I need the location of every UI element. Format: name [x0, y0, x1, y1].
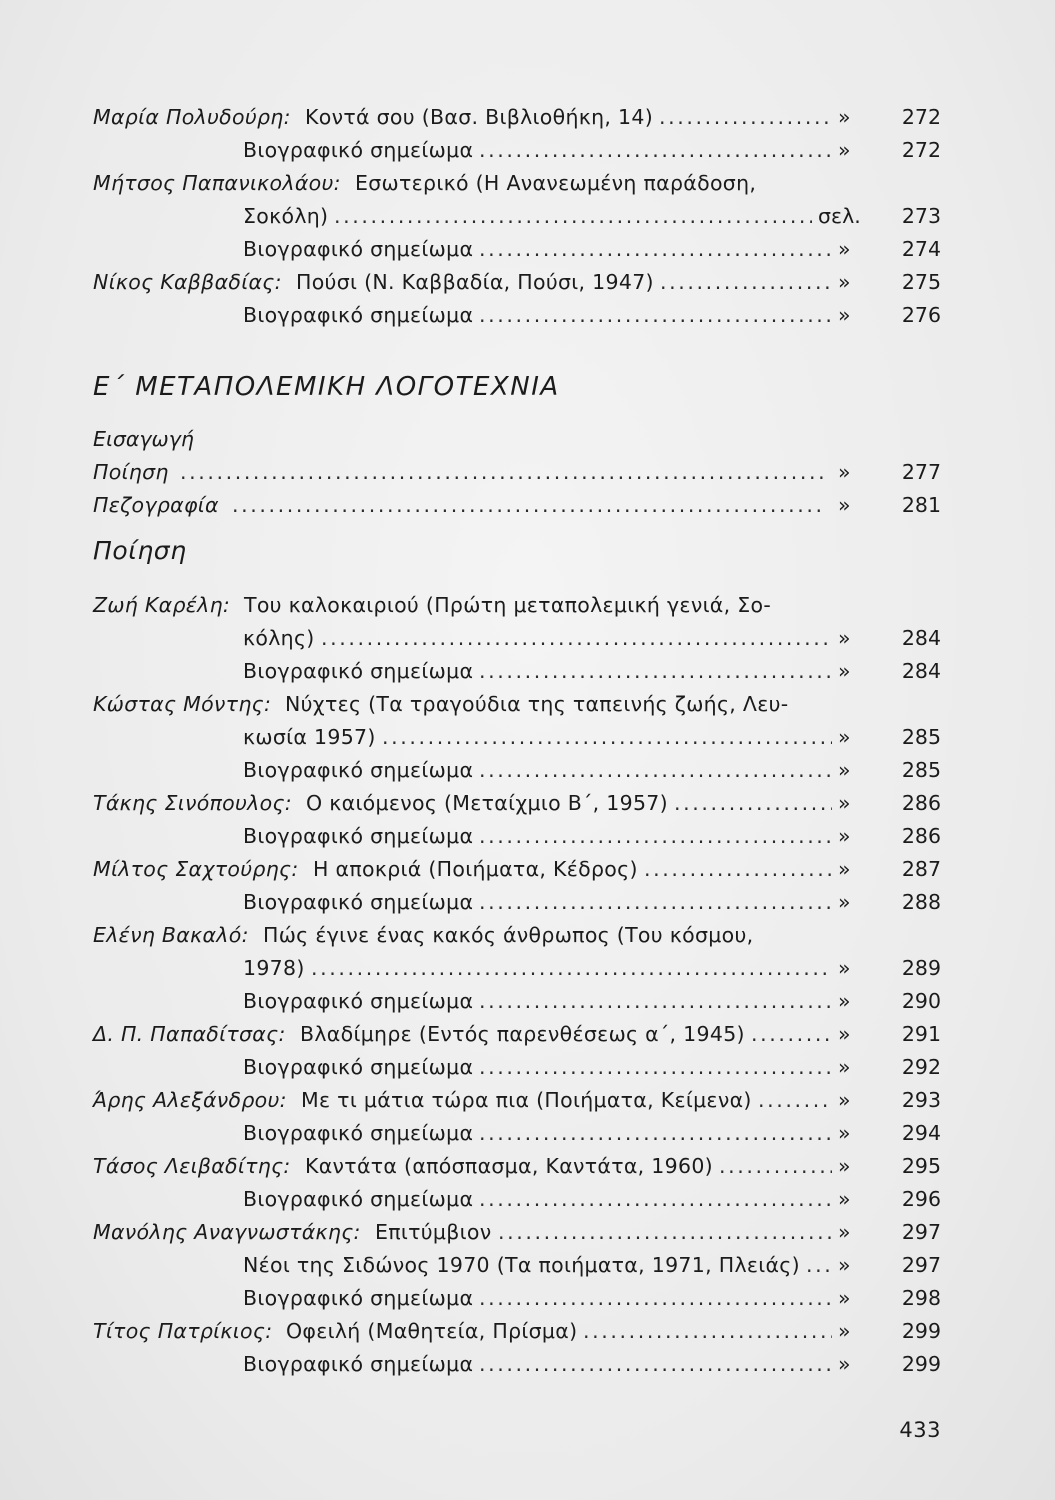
toc-author: Μίλτος Σαχτούρης:	[93, 857, 299, 881]
toc-page-number: 297	[901, 1220, 941, 1244]
toc-author: Τάκης Σινόπουλος:	[93, 791, 292, 815]
toc-title: Βιογραφικό σημείωμα	[243, 659, 474, 683]
toc-entry	[0, 1084, 1055, 1117]
toc-ditto-mark: »	[838, 1154, 851, 1178]
toc-entry	[0, 134, 1055, 167]
toc-ditto-mark: »	[838, 1055, 851, 1079]
toc-title: Βιογραφικό σημείωμα	[243, 1286, 474, 1310]
toc-ditto-mark: »	[838, 237, 851, 261]
toc-leader	[321, 622, 832, 655]
toc-entry	[0, 167, 1055, 200]
toc-leader	[719, 1150, 832, 1183]
toc-ditto-mark: »	[838, 1121, 851, 1145]
toc-leader	[583, 1315, 832, 1348]
toc-title: Βιογραφικό σημείωμα	[243, 758, 474, 782]
toc-leader	[479, 1282, 832, 1315]
toc-title: Κοντά σου (Βασ. Βιβλιοθήκη, 14)	[305, 105, 654, 129]
toc-page-number: 299	[901, 1352, 941, 1376]
toc-entry	[0, 820, 1055, 853]
toc-ditto-mark: »	[838, 956, 851, 980]
toc-title: Η αποκριά (Ποιήματα, Κέδρος)	[313, 857, 638, 881]
toc-title: Πώς έγινε ένας κακός άνθρωπος (Του κόσμου,	[263, 923, 754, 947]
toc-entry	[0, 919, 1055, 952]
poetry-heading: Ποίηση	[93, 536, 187, 565]
toc-page-number: 289	[901, 956, 941, 980]
toc-entry	[0, 1150, 1055, 1183]
toc-entry	[0, 101, 1055, 134]
toc-title: Βιογραφικό σημείωμα	[243, 237, 474, 261]
toc-ditto-mark: »	[838, 1088, 851, 1112]
toc-page-number: 287	[901, 857, 941, 881]
toc-page-number: 290	[901, 989, 941, 1013]
toc-author: Τίτος Πατρίκιος:	[93, 1319, 273, 1343]
toc-leader	[479, 754, 832, 787]
toc-ditto-mark: »	[838, 303, 851, 327]
toc-ditto-mark: »	[838, 1286, 851, 1310]
toc-entry	[0, 1282, 1055, 1315]
toc-page-number: 288	[901, 890, 941, 914]
toc-leader	[479, 1051, 832, 1084]
toc-entry	[0, 787, 1055, 820]
toc-page-number: 286	[901, 791, 941, 815]
toc-leader	[758, 1084, 832, 1117]
toc-page-number: 284	[901, 626, 941, 650]
toc-ditto-mark: »	[838, 824, 851, 848]
toc-title: Εσωτερικό (Η Ανανεωμένη παράδοση,	[355, 171, 757, 195]
toc-entry	[0, 853, 1055, 886]
toc-title: Νέοι της Σιδώνος 1970 (Τα ποιήματα, 1971, Πλειάς)	[243, 1253, 800, 1277]
toc-page-number: 277	[901, 460, 941, 484]
toc-entry	[0, 754, 1055, 787]
toc-page-number: 281	[901, 493, 941, 517]
toc-title: Νύχτες (Τα τραγούδια της ταπεινής ζωής, Λευ-	[285, 692, 789, 716]
toc-ditto-mark: »	[838, 460, 851, 484]
toc-ditto-mark: »	[838, 1187, 851, 1211]
toc-author: Νίκος Καββαδίας:	[93, 270, 282, 294]
toc-page-number: 299	[901, 1319, 941, 1343]
toc-leader	[751, 1018, 832, 1051]
toc-ditto-mark: »	[838, 1253, 851, 1277]
toc-title: Βιογραφικό σημείωμα	[243, 824, 474, 848]
toc-entry	[0, 1249, 1055, 1282]
toc-ditto-mark: »	[838, 791, 851, 815]
toc-page-number: 293	[901, 1088, 941, 1112]
toc-author: Άρης Αλεξάνδρου:	[93, 1088, 287, 1112]
toc-ditto-mark: »	[838, 1352, 851, 1376]
toc-page-number: 272	[901, 105, 941, 129]
toc-entry	[0, 1315, 1055, 1348]
toc-entry	[0, 688, 1055, 721]
toc-ditto-mark: »	[838, 1022, 851, 1046]
toc-title: Ο καιόμενος (Μεταίχμιο Β΄, 1957)	[306, 791, 668, 815]
toc-leader	[806, 1249, 832, 1282]
toc-leader	[479, 1183, 832, 1216]
toc-leader	[479, 820, 832, 853]
toc-title: Οφειλή (Μαθητεία, Πρίσμα)	[286, 1319, 578, 1343]
toc-leader	[180, 456, 826, 489]
toc-author: Μανόλης Αναγνωστάκης:	[93, 1220, 361, 1244]
toc-title: κόλης)	[243, 626, 315, 650]
toc-entry	[0, 489, 1055, 522]
toc-title: Βιογραφικό σημείωμα	[243, 890, 474, 914]
toc-title: Καντάτα (απόσπασμα, Καντάτα, 1960)	[305, 1154, 713, 1178]
toc-author: Ζωή Καρέλη:	[93, 593, 231, 617]
toc-ditto-mark: »	[838, 725, 851, 749]
toc-entry	[0, 1216, 1055, 1249]
toc-page-number: 286	[901, 824, 941, 848]
toc-entry	[0, 299, 1055, 332]
toc-leader	[498, 1216, 832, 1249]
toc-title: Βιογραφικό σημείωμα	[243, 138, 474, 162]
toc-entry	[0, 456, 1055, 489]
toc-entry	[0, 266, 1055, 299]
toc-title: Βιογραφικό σημείωμα	[243, 1121, 474, 1145]
toc-page-number: 273	[901, 204, 941, 228]
toc-author: Μήτσος Παπανικολάου:	[93, 171, 341, 195]
toc-title: Βιογραφικό σημείωμα	[243, 1187, 474, 1211]
toc-leader	[232, 489, 826, 522]
toc-leader	[311, 952, 832, 985]
toc-page-number: 294	[901, 1121, 941, 1145]
toc-leader	[660, 266, 832, 299]
toc-ditto-mark: »	[838, 857, 851, 881]
toc-page-number: 298	[901, 1286, 941, 1310]
toc-page-number: 292	[901, 1055, 941, 1079]
toc-title: Βιογραφικό σημείωμα	[243, 989, 474, 1013]
toc-author: Ελένη Βακαλό:	[93, 923, 249, 947]
toc-page-number: 296	[901, 1187, 941, 1211]
toc-leader	[479, 134, 832, 167]
toc-page-number: 274	[901, 237, 941, 261]
toc-entry	[0, 1117, 1055, 1150]
toc-label: Πεζογραφία	[93, 493, 219, 517]
toc-leader	[479, 299, 832, 332]
toc-entry	[0, 721, 1055, 754]
toc-page-number: 297	[901, 1253, 941, 1277]
intro-heading: Εισαγωγή	[93, 427, 194, 451]
toc-leader	[382, 721, 832, 754]
toc-author: Μαρία Πολυδούρη:	[93, 105, 291, 129]
toc-entry	[0, 1018, 1055, 1051]
toc-ditto-mark: »	[838, 493, 851, 517]
toc-ditto-mark: »	[838, 105, 851, 129]
toc-entry	[0, 655, 1055, 688]
toc-ditto-mark: »	[838, 659, 851, 683]
toc-entry	[0, 589, 1055, 622]
toc-leader	[659, 101, 832, 134]
toc-entry	[0, 886, 1055, 919]
toc-title: Πούσι (Ν. Καββαδία, Πούσι, 1947)	[296, 270, 654, 294]
toc-leader	[479, 655, 832, 688]
toc-title: Του καλοκαιριού (Πρώτη μεταπολεμική γενιά, Σο-	[244, 593, 772, 617]
toc-ditto-mark: »	[838, 890, 851, 914]
toc-page-number: 275	[901, 270, 941, 294]
toc-leader	[479, 1348, 832, 1381]
section-title: Ε΄ ΜΕΤΑΠΟΛΕΜΙΚΗ ΛΟΓΟΤΕΧΝΙΑ	[93, 372, 560, 402]
toc-entry	[0, 200, 1055, 233]
toc-title: Βιογραφικό σημείωμα	[243, 1055, 474, 1079]
toc-entry	[0, 1183, 1055, 1216]
toc-entry	[0, 1348, 1055, 1381]
toc-entry	[0, 985, 1055, 1018]
toc-label: Ποίηση	[93, 460, 169, 484]
toc-title: 1978)	[243, 956, 305, 980]
toc-entry	[0, 622, 1055, 655]
toc-title: Με τι μάτια τώρα πια (Ποιήματα, Κείμενα)	[301, 1088, 752, 1112]
toc-page-number: 291	[901, 1022, 941, 1046]
toc-title: Βλαδίμηρε (Εντός παρενθέσεως α΄, 1945)	[300, 1022, 745, 1046]
toc-leader	[644, 853, 832, 886]
toc-leader	[479, 985, 832, 1018]
toc-title: Βιογραφικό σημείωμα	[243, 1352, 474, 1376]
toc-author: Τάσος Λειβαδίτης:	[93, 1154, 291, 1178]
toc-title: κωσία 1957)	[243, 725, 376, 749]
toc-title: Βιογραφικό σημείωμα	[243, 303, 474, 327]
toc-page-number: 276	[901, 303, 941, 327]
toc-ditto-mark: »	[838, 989, 851, 1013]
toc-ditto-mark: »	[838, 1319, 851, 1343]
toc-ditto-mark: »	[838, 270, 851, 294]
toc-title: Επιτύμβιον	[375, 1220, 492, 1244]
toc-entry	[0, 233, 1055, 266]
toc-leader	[479, 886, 832, 919]
toc-author: Δ. Π. Παπαδίτσας:	[93, 1022, 286, 1046]
toc-leader	[334, 200, 812, 233]
toc-page-number: 285	[901, 758, 941, 782]
toc-ditto-mark: »	[838, 758, 851, 782]
toc-page-number: 285	[901, 725, 941, 749]
toc-title: Σοκόλη)	[243, 204, 329, 228]
toc-leader	[479, 233, 832, 266]
toc-leader	[674, 787, 832, 820]
toc-author: Κώστας Μόντης:	[93, 692, 272, 716]
toc-page-number: 284	[901, 659, 941, 683]
toc-page-number: 295	[901, 1154, 941, 1178]
toc-ditto-mark: σελ.	[818, 204, 861, 228]
toc-leader	[479, 1117, 832, 1150]
toc-entry	[0, 1051, 1055, 1084]
page-number: 433	[899, 1418, 941, 1442]
toc-ditto-mark: »	[838, 138, 851, 162]
toc-ditto-mark: »	[838, 626, 851, 650]
toc-ditto-mark: »	[838, 1220, 851, 1244]
toc-entry	[0, 952, 1055, 985]
toc-page-number: 272	[901, 138, 941, 162]
